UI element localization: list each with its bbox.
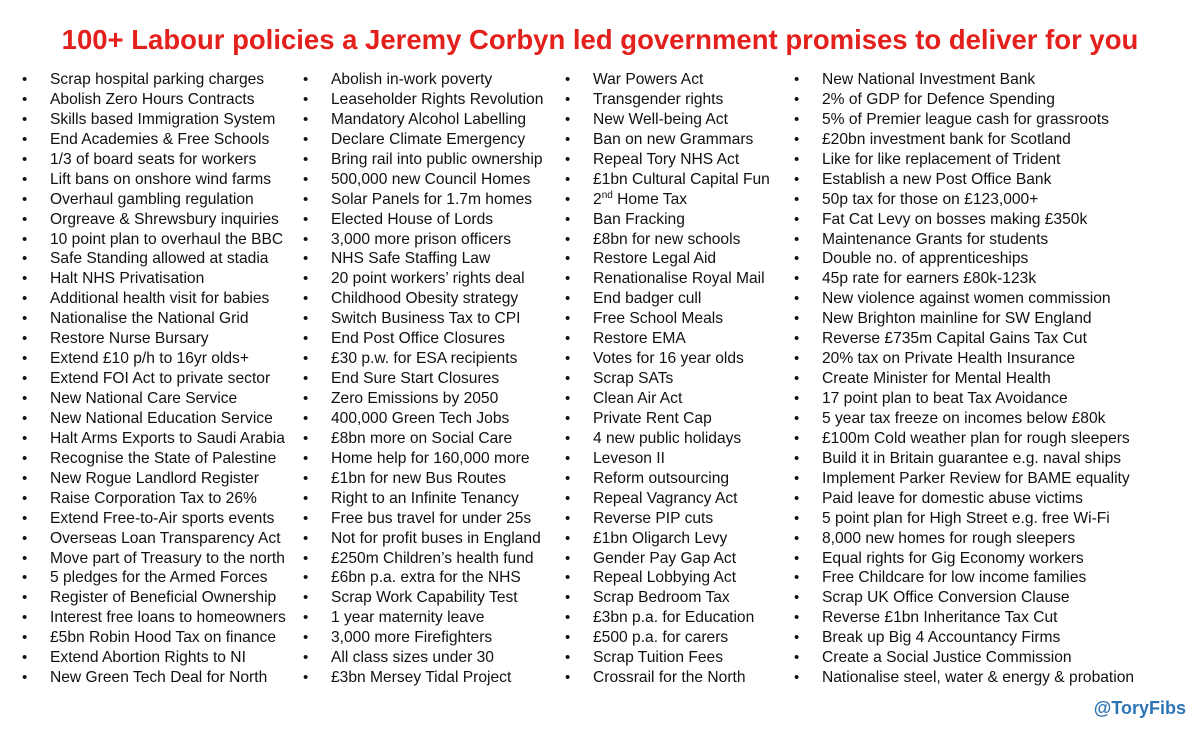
policy-item: • Clean Air Act (565, 389, 770, 409)
policy-item: • Restore EMA (565, 329, 770, 349)
policy-item: • Scrap UK Office Conversion Clause (794, 588, 1134, 608)
policy-item: • End Academies & Free Schools (22, 130, 286, 150)
policy-item: • Like for like replacement of Trident (794, 150, 1134, 170)
credit-handle: @ToryFibs (1093, 698, 1186, 718)
policy-item: • £6bn p.a. extra for the NHS (303, 568, 543, 588)
policy-item: • Free School Meals (565, 309, 770, 329)
policy-item: • Nationalise steel, water & energy & probation (794, 668, 1134, 688)
policy-item: • New Well-being Act (565, 110, 770, 130)
policy-item: • 1 year maternity leave (303, 608, 543, 628)
policy-item: • Repeal Lobbying Act (565, 568, 770, 588)
policy-item: • Equal rights for Gig Economy workers (794, 549, 1134, 569)
policy-item: • Scrap Tuition Fees (565, 648, 770, 668)
policy-item: • Ban Fracking (565, 210, 770, 230)
policy-item: • Register of Beneficial Ownership (22, 588, 286, 608)
policy-item: • Lift bans on onshore wind farms (22, 170, 286, 190)
policy-item: • War Powers Act (565, 70, 770, 90)
policy-item: • Raise Corporation Tax to 26% (22, 489, 286, 509)
policy-item: • Reverse PIP cuts (565, 509, 770, 529)
policy-item: • New Green Tech Deal for North (22, 668, 286, 688)
policy-item: • £500 p.a. for carers (565, 628, 770, 648)
policy-item: • Establish a new Post Office Bank (794, 170, 1134, 190)
policy-item: • End Sure Start Closures (303, 369, 543, 389)
page-title: 100+ Labour policies a Jeremy Corbyn led government promises to deliver for you (61, 24, 1139, 55)
policy-item: • Overhaul gambling regulation (22, 190, 286, 210)
policy-item: • £1bn for new Bus Routes (303, 469, 543, 489)
policy-item: • Leveson II (565, 449, 770, 469)
policy-item: • 10 point plan to overhaul the BBC (22, 230, 286, 250)
policy-item: • Leaseholder Rights Revolution (303, 90, 543, 110)
policy-item: • 3,000 more Firefighters (303, 628, 543, 648)
policy-item: • Recognise the State of Palestine (22, 449, 286, 469)
policy-column-2 (303, 70, 543, 688)
policy-item: • Reverse £1bn Inheritance Tax Cut (794, 608, 1134, 628)
policy-item: • Declare Climate Emergency (303, 130, 543, 150)
policy-item: • £5bn Robin Hood Tax on finance (22, 628, 286, 648)
policy-item: • Move part of Treasury to the north (22, 549, 286, 569)
policy-item: • Extend FOI Act to private sector (22, 369, 286, 389)
policy-item: • New National Care Service (22, 389, 286, 409)
policy-item: • Mandatory Alcohol Labelling (303, 110, 543, 130)
policy-item: • £3bn p.a. for Education (565, 608, 770, 628)
policy-item: • 5 pledges for the Armed Forces (22, 568, 286, 588)
policy-item: • NHS Safe Staffing Law (303, 249, 543, 269)
policy-item: • Build it in Britain guarantee e.g. naval ships (794, 449, 1134, 469)
policy-item: • Votes for 16 year olds (565, 349, 770, 369)
policy-item: • Scrap hospital parking charges (22, 70, 286, 90)
policy-item: • 3,000 more prison officers (303, 230, 543, 250)
policy-column-1 (22, 70, 286, 688)
policy-item: • 2nd Home Tax (565, 190, 770, 210)
policy-item: • 45p rate for earners £80k-123k (794, 269, 1134, 289)
policy-item: • 5 point plan for High Street e.g. free Wi-Fi (794, 509, 1134, 529)
policy-item: • 2% of GDP for Defence Spending (794, 90, 1134, 110)
policy-item: • Ban on new Grammars (565, 130, 770, 150)
policy-item: • Zero Emissions by 2050 (303, 389, 543, 409)
policy-item: • Free bus travel for under 25s (303, 509, 543, 529)
policy-item: • Childhood Obesity strategy (303, 289, 543, 309)
policy-item: • Repeal Vagrancy Act (565, 489, 770, 509)
policy-column-4 (794, 70, 1134, 688)
policy-item: • Scrap Bedroom Tax (565, 588, 770, 608)
policy-item: • £3bn Mersey Tidal Project (303, 668, 543, 688)
policy-item: • Extend Free-to-Air sports events (22, 509, 286, 529)
policy-item: • Restore Nurse Bursary (22, 329, 286, 349)
policy-item: • Abolish Zero Hours Contracts (22, 90, 286, 110)
policy-item: • Safe Standing allowed at stadia (22, 249, 286, 269)
policy-item: • Switch Business Tax to CPI (303, 309, 543, 329)
policy-item: • 17 point plan to beat Tax Avoidance (794, 389, 1134, 409)
policy-item: • £8bn more on Social Care (303, 429, 543, 449)
policy-item: • 8,000 new homes for rough sleepers (794, 529, 1134, 549)
policy-item: • Overseas Loan Transparency Act (22, 529, 286, 549)
policy-item: • New Rogue Landlord Register (22, 469, 286, 489)
policy-item: • Free Childcare for low income families (794, 568, 1134, 588)
policy-item: • 5% of Premier league cash for grassroots (794, 110, 1134, 130)
policy-item: • Bring rail into public ownership (303, 150, 543, 170)
policy-item: • £1bn Cultural Capital Fun (565, 170, 770, 190)
policy-item: • Solar Panels for 1.7m homes (303, 190, 543, 210)
policy-item: • 5 year tax freeze on incomes below £80k (794, 409, 1134, 429)
policy-item: • 50p tax for those on £123,000+ (794, 190, 1134, 210)
policy-item: • Extend Abortion Rights to NI (22, 648, 286, 668)
policy-item: • New Brighton mainline for SW England (794, 309, 1134, 329)
policy-item: • Create a Social Justice Commission (794, 648, 1134, 668)
policy-item: • End Post Office Closures (303, 329, 543, 349)
policy-item: • New violence against women commission (794, 289, 1134, 309)
policy-item: • Private Rent Cap (565, 409, 770, 429)
policy-item: • Renationalise Royal Mail (565, 269, 770, 289)
policy-item: • New National Education Service (22, 409, 286, 429)
policy-item: • 4 new public holidays (565, 429, 770, 449)
policy-item: • Reform outsourcing (565, 469, 770, 489)
policy-item: • All class sizes under 30 (303, 648, 543, 668)
policy-item: • Restore Legal Aid (565, 249, 770, 269)
policy-item: • 500,000 new Council Homes (303, 170, 543, 190)
policy-item: • £250m Children’s health fund (303, 549, 543, 569)
policy-item: • Crossrail for the North (565, 668, 770, 688)
policy-item: • New National Investment Bank (794, 70, 1134, 90)
policy-item: • 400,000 Green Tech Jobs (303, 409, 543, 429)
policy-item: • Not for profit buses in England (303, 529, 543, 549)
policy-item: • Reverse £735m Capital Gains Tax Cut (794, 329, 1134, 349)
policy-item: • Break up Big 4 Accountancy Firms (794, 628, 1134, 648)
policy-item: • Gender Pay Gap Act (565, 549, 770, 569)
policy-item: • Extend £10 p/h to 16yr olds+ (22, 349, 286, 369)
policy-item: • Create Minister for Mental Health (794, 369, 1134, 389)
policy-item: • 20 point workers’ rights deal (303, 269, 543, 289)
policy-item: • Paid leave for domestic abuse victims (794, 489, 1134, 509)
policy-item: • £100m Cold weather plan for rough sleepers (794, 429, 1134, 449)
policy-item: • Transgender rights (565, 90, 770, 110)
policy-item: • Skills based Immigration System (22, 110, 286, 130)
policy-item: • Fat Cat Levy on bosses making £350k (794, 210, 1134, 230)
policy-item: • Double no. of apprenticeships (794, 249, 1134, 269)
policy-item: • Right to an Infinite Tenancy (303, 489, 543, 509)
policy-item: • Abolish in-work poverty (303, 70, 543, 90)
policy-item: • £20bn investment bank for Scotland (794, 130, 1134, 150)
policy-item: • Repeal Tory NHS Act (565, 150, 770, 170)
policy-item: • Halt NHS Privatisation (22, 269, 286, 289)
policy-item: • Maintenance Grants for students (794, 230, 1134, 250)
policy-item: • Scrap Work Capability Test (303, 588, 543, 608)
policy-item: • Scrap SATs (565, 369, 770, 389)
policy-item: • Halt Arms Exports to Saudi Arabia (22, 429, 286, 449)
policy-item: • End badger cull (565, 289, 770, 309)
policy-column-3 (565, 70, 770, 688)
policy-item: • Nationalise the National Grid (22, 309, 286, 329)
policy-item: • 1/3 of board seats for workers (22, 150, 286, 170)
policy-item: • Implement Parker Review for BAME equality (794, 469, 1134, 489)
policy-item: • £8bn for new schools (565, 230, 770, 250)
policy-item: • Elected House of Lords (303, 210, 543, 230)
policy-item: • Home help for 160,000 more (303, 449, 543, 469)
policy-item: • 20% tax on Private Health Insurance (794, 349, 1134, 369)
policy-item: • Orgreave & Shrewsbury inquiries (22, 210, 286, 230)
policy-item: • £1bn Oligarch Levy (565, 529, 770, 549)
policy-item: • £30 p.w. for ESA recipients (303, 349, 543, 369)
policy-item: • Additional health visit for babies (22, 289, 286, 309)
policy-item: • Interest free loans to homeowners (22, 608, 286, 628)
